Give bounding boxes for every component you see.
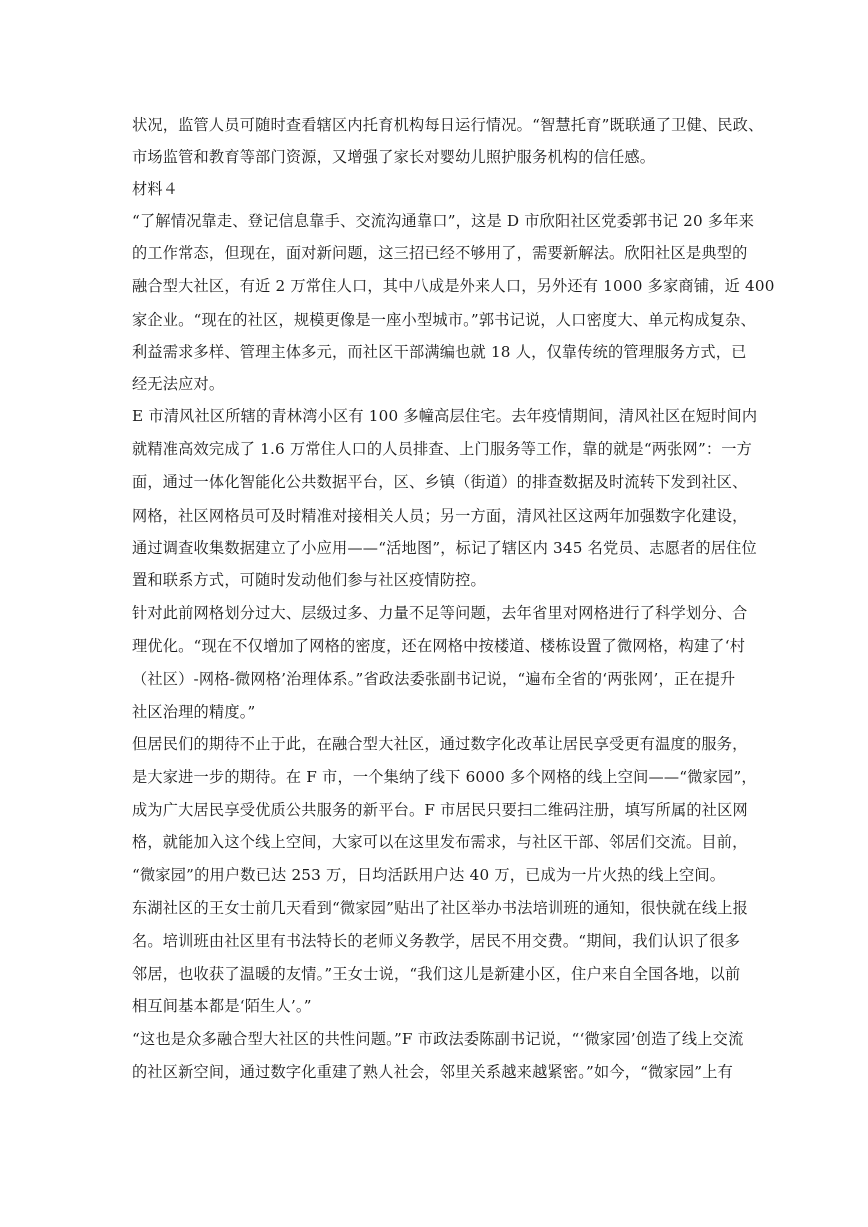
text-line: 格，就能加入这个线上空间，大家可以在这里发布需求，与社区干部、邻居们交流。目前， bbox=[132, 833, 748, 851]
text-line: 相互间基本都是‘陌生人’。” bbox=[132, 997, 312, 1015]
text-line: 置和联系方式，可随时发动他们参与社区疫情防控。 bbox=[132, 571, 486, 589]
text-line: （社区）-网格-微网格’治理体系。”省政法委张副书记说，“遍布全省的‘两张网’，正在提升 bbox=[132, 670, 736, 688]
text-line: 是大家进一步的期待。在 F 市，一个集纳了线下 6000 多个网格的线上空间——“微家园”， bbox=[132, 768, 757, 786]
text-line: 面，通过一体化智能化公共数据平台，区、乡镇（街道）的排查数据及时流转下发到社区、 bbox=[132, 473, 748, 491]
section-heading: 材料４ bbox=[132, 180, 179, 198]
text-line: 社区治理的精度。” bbox=[132, 703, 256, 721]
text-line: 东湖社区的王女士前几天看到“微家园”贴出了社区举办书法培训班的通知，很快就在线上报 bbox=[132, 899, 749, 917]
text-line: “这也是众多融合型大社区的共性问题。”F 市政法委陈副书记说，“‘微家园’创造了线上交流 bbox=[132, 1030, 744, 1048]
text-line: 就精准高效完成了 1.6 万常住人口的人员排查、上门服务等工作，靠的就是“两张网”：一方 bbox=[132, 440, 753, 458]
text-line: 市场监管和教育等部门资源，又增强了家长对婴幼儿照护服务机构的信任感。 bbox=[132, 148, 656, 166]
text-line: 但居民们的期待不止于此，在融合型大社区，通过数字化改革让居民享受更有温度的服务， bbox=[132, 735, 748, 753]
text-line: 成为广大居民享受优质公共服务的新平台。F 市居民只要扫二维码注册，填写所属的社区网 bbox=[132, 801, 748, 819]
text-line: 邻居，也收获了温暖的友情。”王女士说，“我们这儿是新建小区，住户来自全国各地，以前 bbox=[132, 965, 741, 983]
text-line: 融合型大社区，有近 2 万常住人口，其中八成是外来人口，另外还有 1000 多家商铺，近 400 bbox=[132, 277, 775, 295]
text-line: 家企业。“现在的社区，规模更像是一座小型城市。”郭书记说，人口密度大、单元构成复杂、 bbox=[132, 311, 756, 329]
text-line: 利益需求多样、管理主体多元，而社区干部满编也就 18 人，仅靠传统的管理服务方式，已 bbox=[132, 343, 747, 361]
text-line: 针对此前网格划分过大、层级过多、力量不足等问题，去年省里对网格进行了科学划分、合 bbox=[132, 604, 748, 622]
text-line: 网格，社区网格员可及时精准对接相关人员；另一方面，清风社区这两年加强数字化建设， bbox=[132, 507, 748, 525]
text-line: “了解情况靠走、登记信息靠手、交流沟通靠口”，这是 D 市欣阳社区党委郭书记 20 多年来 bbox=[132, 212, 755, 230]
text-line: 通过调查收集数据建立了小应用——“活地图”，标记了辖区内 345 名党员、志愿者的居住位 bbox=[132, 539, 757, 557]
text-line: 理优化。“现在不仅增加了网格的密度，还在网格中按楼道、楼栋设置了微网格，构建了‘村 bbox=[132, 637, 746, 655]
text-line: 名。培训班由社区里有书法特长的老师义务教学，居民不用交费。“期间，我们认识了很多 bbox=[132, 932, 741, 950]
text-line: E 市清风社区所辖的青林湾小区有 100 多幢高层住宅。去年疫情期间，清风社区在短时间内 bbox=[132, 407, 758, 425]
text-line: 经无法应对。 bbox=[132, 375, 225, 393]
text-line: 的社区新空间，通过数字化重建了熟人社会，邻里关系越来越紧密。”如今，“微家园”上有 bbox=[132, 1063, 734, 1081]
text-line: 的工作常态，但现在，面对新问题，这三招已经不够用了，需要新解法。欣阳社区是典型的 bbox=[132, 244, 748, 262]
text-line: “微家园”的用户数已达 253 万，日均活跃用户达 40 万，已成为一片火热的线上空间。 bbox=[132, 866, 726, 884]
text-line: 状况，监管人员可随时查看辖区内托育机构每日运行情况。“智慧托育”既联通了卫健、民政、 bbox=[132, 116, 764, 134]
